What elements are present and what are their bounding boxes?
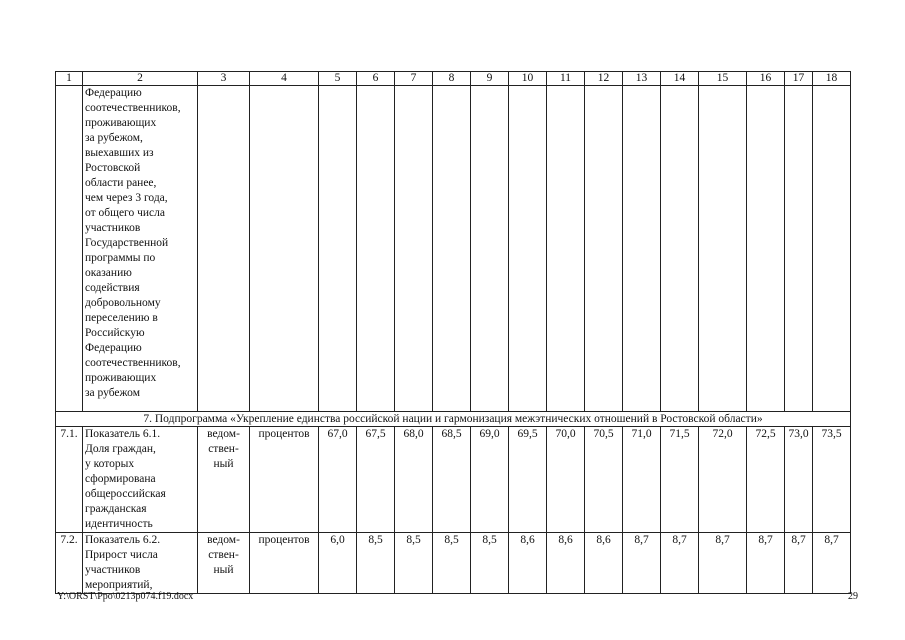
empty-cell [357, 86, 395, 412]
value-cell: 8,5 [433, 533, 471, 594]
indicator-type-cell: ведом- ствен- ный [198, 533, 250, 594]
value-cell: 8,7 [661, 533, 699, 594]
value-cell: 8,6 [509, 533, 547, 594]
value-cell: 68,5 [433, 427, 471, 533]
empty-cell [509, 86, 547, 412]
empty-cell [813, 86, 851, 412]
value-cell: 71,5 [661, 427, 699, 533]
indicators-table [55, 71, 851, 594]
value-cell: 71,0 [623, 427, 661, 533]
value-cell: 8,5 [471, 533, 509, 594]
indicator-name-cell: Показатель 6.1. Доля граждан, у которых сформирована общероссийская гражданская идентичность [83, 427, 198, 533]
value-cell: 67,0 [319, 427, 357, 533]
empty-cell [471, 86, 509, 412]
empty-cell [250, 86, 319, 412]
column-header: 15 [699, 72, 747, 86]
value-cell: 72,5 [747, 427, 785, 533]
empty-cell [661, 86, 699, 412]
value-cell: 69,0 [471, 427, 509, 533]
column-header: 16 [747, 72, 785, 86]
column-header: 12 [585, 72, 623, 86]
indicator-name-cell: Показатель 6.2. Прирост числа участников мероприятий, [83, 533, 198, 594]
value-cell: 72,0 [699, 427, 747, 533]
empty-cell [585, 86, 623, 412]
column-header: 17 [785, 72, 813, 86]
column-header: 13 [623, 72, 661, 86]
column-header: 3 [198, 72, 250, 86]
table-row [56, 427, 851, 533]
subprogram-title: 7. Подпрограмма «Укрепление единства российской нации и гармонизация межэтнических отношений в Ростовской области» [56, 412, 851, 427]
row-number: 7.1. [56, 427, 83, 533]
column-header: 10 [509, 72, 547, 86]
value-cell: 8,5 [395, 533, 433, 594]
value-cell: 73,5 [813, 427, 851, 533]
empty-cell [56, 86, 83, 412]
column-header: 9 [471, 72, 509, 86]
value-cell: 73,0 [785, 427, 813, 533]
row-number: 7.2. [56, 533, 83, 594]
column-header: 8 [433, 72, 471, 86]
empty-cell [699, 86, 747, 412]
empty-cell [198, 86, 250, 412]
value-cell: 70,5 [585, 427, 623, 533]
value-cell: 8,7 [813, 533, 851, 594]
empty-cell [395, 86, 433, 412]
indicator-name-cell: Федерацию соотечественников, проживающих за рубежом, выехавших из Ростовской области ранее, чем через 3 года, от общего числа участников Государственной программы по оказанию содействия добровольному переселению в Российскую Федерацию соотечественников, проживающих за рубежом [83, 86, 198, 412]
column-header: 6 [357, 72, 395, 86]
empty-cell [785, 86, 813, 412]
empty-cell [547, 86, 585, 412]
indicator-type-cell: ведом- ствен- ный [198, 427, 250, 533]
column-header: 1 [56, 72, 83, 86]
value-cell: 8,7 [699, 533, 747, 594]
continued-row [56, 86, 851, 412]
column-header: 2 [83, 72, 198, 86]
empty-cell [747, 86, 785, 412]
value-cell: 8,7 [785, 533, 813, 594]
empty-cell [623, 86, 661, 412]
footer-page-number: 29 [848, 591, 858, 602]
column-header: 18 [813, 72, 851, 86]
column-header: 7 [395, 72, 433, 86]
value-cell: 8,5 [357, 533, 395, 594]
column-header: 4 [250, 72, 319, 86]
value-cell: 70,0 [547, 427, 585, 533]
value-cell: 8,7 [747, 533, 785, 594]
header-row [56, 72, 851, 86]
value-cell: 68,0 [395, 427, 433, 533]
table-row [56, 533, 851, 594]
unit-cell: процентов [250, 533, 319, 594]
value-cell: 8,6 [585, 533, 623, 594]
value-cell: 8,6 [547, 533, 585, 594]
value-cell: 67,5 [357, 427, 395, 533]
footer-file-path: Y:\ORST\Ppo\0213p074.f19.docx [57, 591, 194, 602]
subprogram-row [56, 412, 851, 427]
column-header: 11 [547, 72, 585, 86]
value-cell: 8,7 [623, 533, 661, 594]
value-cell: 6,0 [319, 533, 357, 594]
column-header: 14 [661, 72, 699, 86]
unit-cell: процентов [250, 427, 319, 533]
value-cell: 69,5 [509, 427, 547, 533]
empty-cell [319, 86, 357, 412]
empty-cell [433, 86, 471, 412]
column-header: 5 [319, 72, 357, 86]
